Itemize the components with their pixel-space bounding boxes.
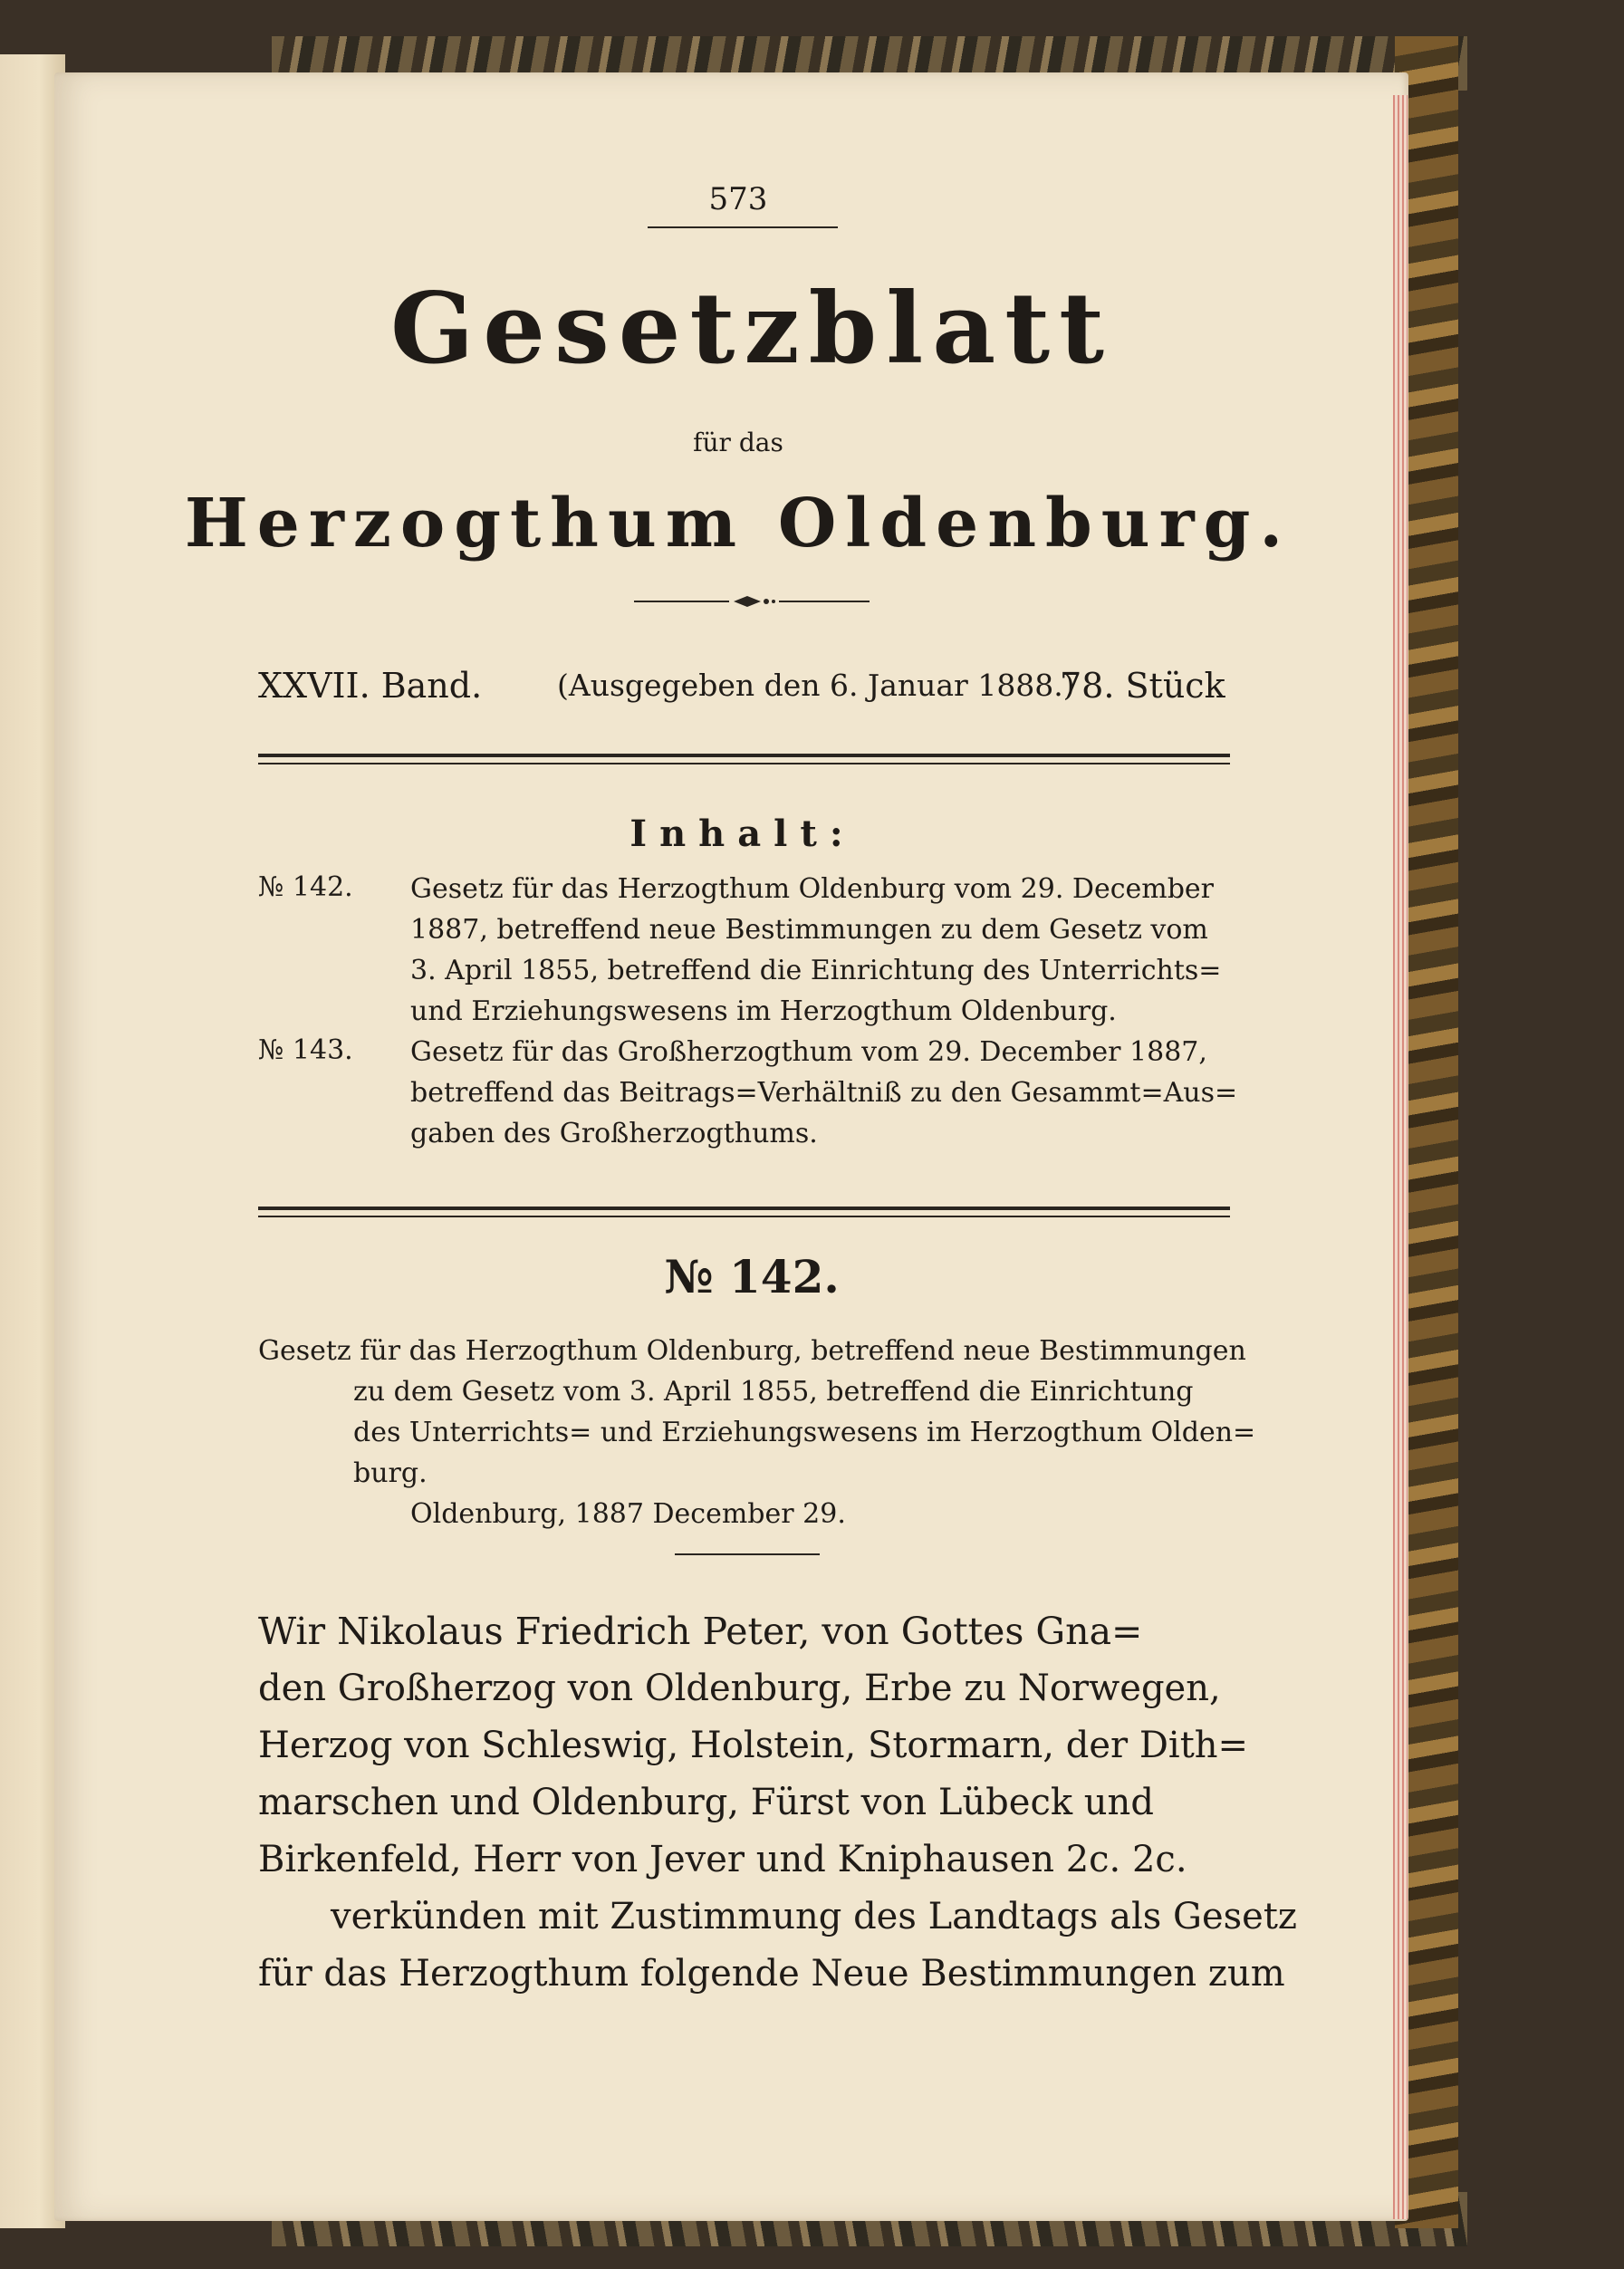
law-title-line: Gesetz für das Herzogthum Oldenburg, betreffend neue Bestimmungen bbox=[258, 1335, 1246, 1367]
law-place-date: Oldenburg, 1887 December 29. bbox=[410, 1498, 846, 1530]
inhalt-heading: Inhalt: bbox=[629, 812, 856, 855]
issue-stueck: 78. Stück bbox=[1060, 666, 1225, 706]
body-line: für das Herzogthum folgende Neue Bestimmungen zum bbox=[258, 1953, 1285, 1995]
red-page-edge bbox=[1393, 95, 1408, 2219]
toc-entry-line: 1887, betreffend neue Bestimmungen zu dem Gesetz vom bbox=[410, 914, 1208, 946]
double-rule-bottom-b bbox=[258, 1216, 1230, 1217]
double-rule-bottom-a bbox=[258, 1207, 1230, 1210]
body-line: Wir Nikolaus Friedrich Peter, von Gottes Gna= bbox=[258, 1610, 1143, 1653]
masthead-fuer-das: für das bbox=[693, 428, 783, 457]
masthead-title: Gesetzblatt bbox=[390, 272, 1113, 386]
toc-entry-number: № 143. bbox=[258, 1034, 353, 1066]
body-line: den Großherzog von Oldenburg, Erbe zu Norwegen, bbox=[258, 1668, 1221, 1709]
body-line: Birkenfeld, Herr von Jever und Kniphausen 2c. 2c. bbox=[258, 1839, 1187, 1880]
toc-entry-line: 3. April 1855, betreffend die Einrichtung des Unterrichts= bbox=[410, 955, 1222, 986]
toc-entry-line: und Erziehungswesens im Herzogthum Oldenburg. bbox=[410, 995, 1117, 1027]
toc-entry-line: gaben des Großherzogthums. bbox=[410, 1118, 818, 1149]
law-number: № 142. bbox=[664, 1250, 840, 1303]
issue-date: (Ausgegeben den 6. Januar 1888.) bbox=[557, 668, 1075, 703]
double-rule-top-b bbox=[258, 763, 1230, 764]
body-line: marschen und Oldenburg, Fürst von Lübeck und bbox=[258, 1782, 1154, 1823]
law-title-line: des Unterrichts= und Erziehungswesens im Herzogthum Olden= bbox=[353, 1417, 1256, 1448]
law-title-line: burg. bbox=[353, 1457, 428, 1489]
body-line: verkünden mit Zustimmung des Landtags als Gesetz bbox=[331, 1896, 1297, 1937]
toc-entry-line: Gesetz für das Großherzogthum vom 29. December 1887, bbox=[410, 1036, 1207, 1068]
toc-entry-number: № 142. bbox=[258, 871, 353, 903]
masthead-subtitle: Herzogthum Oldenburg. bbox=[184, 485, 1292, 562]
toc-entry-line: betreffend das Beitrags=Verhältniß zu den Gesammt=Aus= bbox=[410, 1077, 1238, 1109]
issue-band: XXVII. Band. bbox=[258, 666, 483, 706]
double-rule-top-a bbox=[258, 754, 1230, 757]
law-title-rule bbox=[675, 1553, 820, 1555]
page-number: 573 bbox=[708, 181, 768, 217]
page-number-rule bbox=[648, 226, 838, 228]
ornament-divider bbox=[634, 593, 870, 610]
toc-entry-line: Gesetz für das Herzogthum Oldenburg vom 29. December bbox=[410, 873, 1215, 905]
body-line: Herzog von Schleswig, Holstein, Stormarn, der Dith= bbox=[258, 1725, 1249, 1766]
law-title-line: zu dem Gesetz vom 3. April 1855, betreffend die Einrichtung bbox=[353, 1376, 1194, 1408]
